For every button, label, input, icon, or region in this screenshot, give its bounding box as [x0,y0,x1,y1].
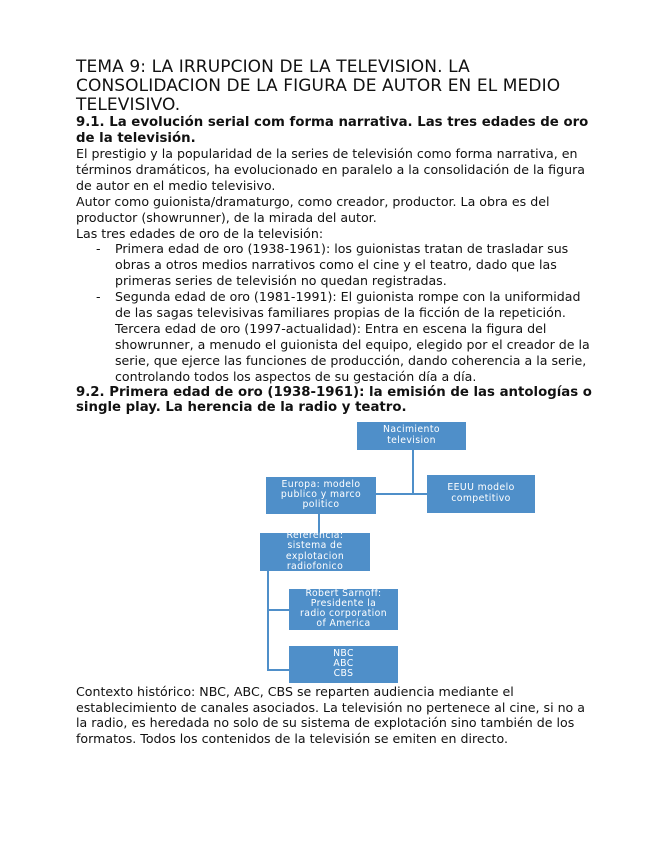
box-text: Referencia: [286,530,344,542]
connector-line [412,449,414,494]
box-text: Europa: modelo [281,478,361,490]
list-item-text: Tercera edad de oro (1997-actualidad): Entra en escena la figura del showrunner, a menudo el guionista del equipo, elegido por el creador de la serie, que ejerce las funciones de producción, dando coherencia a la serie, controlando todos los aspectos de su gestación día a día. [115,320,590,384]
box-text: politico [302,499,340,511]
box-text: ABC [333,657,354,669]
box-text: competitivo [451,492,511,504]
connector-line [267,669,289,671]
list-item [76,241,598,289]
box-text: Nacimiento [383,424,440,436]
robert-sarnoff-box [289,589,398,630]
referencia-box [260,530,370,572]
golden-ages-list [76,241,598,384]
connector-line [267,571,269,671]
box-text: Robert Sarnoff: [305,587,382,599]
eeuu-modelo-box [427,475,535,513]
list-item [76,289,598,321]
context-paragraph: Contexto histórico: NBC, ABC, CBS se reparten audiencia mediante el establecimiento de canales asociados. La televisión no pertenece al cine, si no a la radio, es heredada no solo de su sistema de explotación sino también de los formatos. Todos los contenidos de la televisión se emiten en directo. [76,683,585,747]
section-1-paragraph-2: Autor como guionista/dramaturgo, como creador, productor. La obra es del productor (showrunner), de la mirada del autor. [76,193,550,225]
nbc-abc-cbs-box [289,646,398,683]
section-2-heading: 9.2. Primera edad de oro (1938-1961): la emisión de las antologías o single play. La herencia de la radio y teatro. [76,384,592,416]
page-title: TEMA 9: LA IRRUPCION DE LA TELEVISION. LA CONSOLIDACION DE LA FIGURA DE AUTOR EN EL MEDIO TELEVISIVO. [76,57,561,115]
connector-line [376,493,427,495]
section-1-heading: 9.1. La evolución serial com forma narrativa. Las tres edades de oro de la televisión. [76,115,589,146]
list-item-text: Primera edad de oro (1938-1961): los guionistas tratan de trasladar sus obras a otros medios narrativos como el cine y el teatro, dado que las primeras series de televisión no quedan registradas. [115,241,569,289]
box-text: publico y marco [280,488,362,500]
document-page [76,58,598,747]
europa-modelo-box [266,477,376,514]
box-text: CBS [333,668,354,680]
box-text: sistema de [287,540,343,552]
box-text: NBC [333,647,354,659]
box-text: radio corporation [300,608,387,620]
section-1-paragraph-3: Las tres edades de oro de la televisión: [76,225,324,241]
connector-line [267,609,289,611]
nacimiento-television-box [357,422,466,450]
list-item-text: Segunda edad de oro (1981-1991): El guionista rompe con la uniformidad de las sagas televisivas familiares propias de la ficción de la repetición. [115,289,581,321]
box-text: explotacion [285,550,345,562]
box-text: radiofonico [286,560,344,572]
list-item [76,321,598,385]
box-text: of America [316,618,371,630]
box-text: Presidente la [310,597,377,609]
tv-origins-diagram [76,416,598,684]
bullet-dash: - [96,289,101,305]
section-1-paragraph-1: El prestigio y la popularidad de la series de televisión como forma narrativa, en términos dramáticos, ha evolucionado en paralelo a la consolidación de la figura de autor en el medio televisivo. [76,146,585,193]
box-text: television [387,434,436,446]
bullet-dash: - [96,241,101,257]
box-text: EEUU modelo [447,482,515,494]
